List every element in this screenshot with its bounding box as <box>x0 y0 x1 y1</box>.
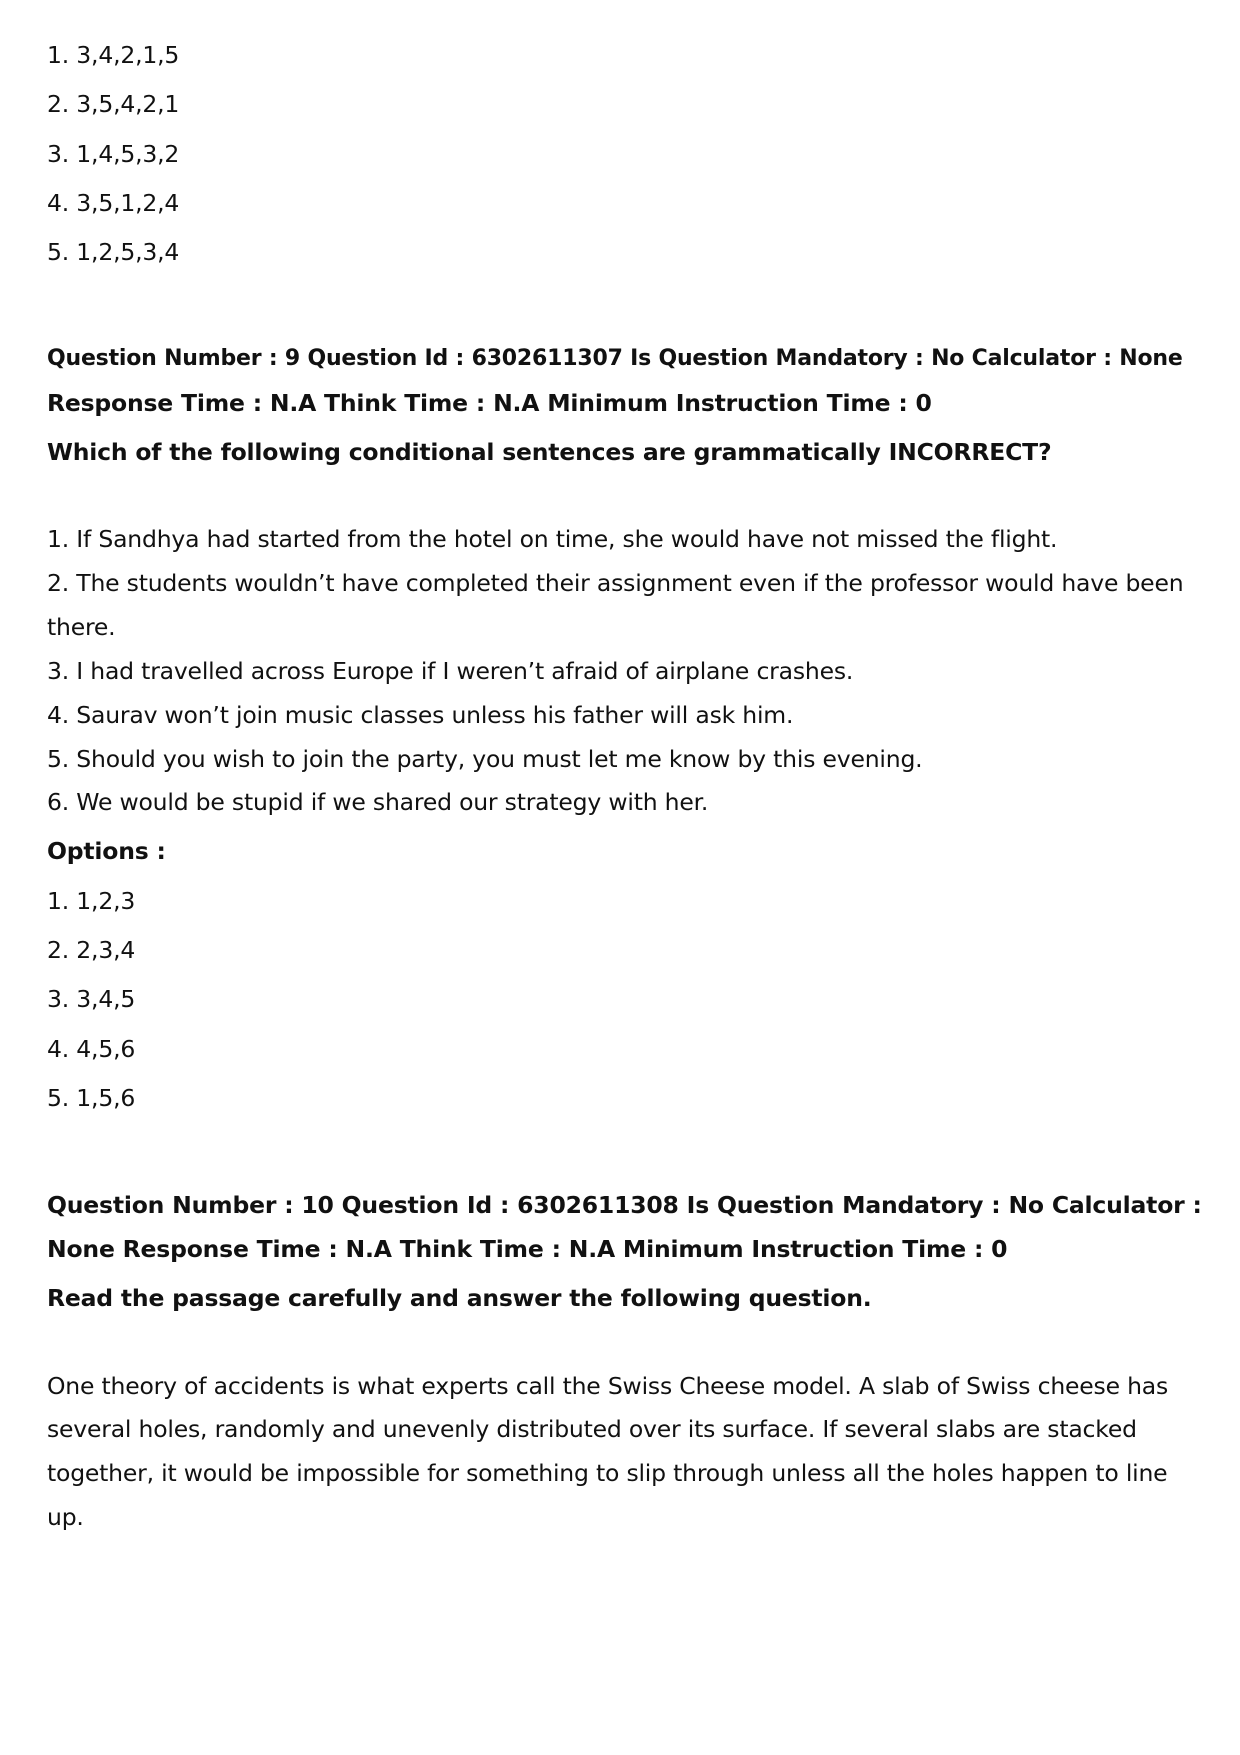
prev-option-2: 2. 3,5,4,2,1 <box>47 90 180 118</box>
q9-options-label: Options : <box>47 837 166 865</box>
q9-sentence-2: 2. The students wouldn’t have completed their assignment even if the professor would have been <box>47 569 1184 597</box>
q10-passage-line-3: together, it would be impossible for something to slip through unless all the holes happen to line <box>47 1459 1168 1487</box>
q9-sentence-3: 3. I had travelled across Europe if I weren’t afraid of airplane crashes. <box>47 657 854 685</box>
prev-option-1: 1. 3,4,2,1,5 <box>47 41 180 69</box>
q10-passage-line-2: several holes, randomly and unevenly distributed over its surface. If several slabs are stacked <box>47 1415 1137 1443</box>
q9-option-4: 4. 4,5,6 <box>47 1035 136 1063</box>
prev-option-4: 4. 3,5,1,2,4 <box>47 189 180 217</box>
q10-prompt: Read the passage carefully and answer the following question. <box>47 1284 872 1312</box>
q9-sentence-4: 4. Saurav won’t join music classes unless his father will ask him. <box>47 701 794 729</box>
prev-option-3: 3. 1,4,5,3,2 <box>47 140 180 168</box>
q9-option-2: 2. 2,3,4 <box>47 936 136 964</box>
q9-header-line1: Question Number : 9 Question Id : 6302611307 Is Question Mandatory : No Calculator : None <box>47 346 1183 371</box>
q9-prompt: Which of the following conditional sentences are grammatically INCORRECT? <box>47 438 1052 466</box>
q9-sentence-5: 5. Should you wish to join the party, you must let me know by this evening. <box>47 745 923 773</box>
q9-sentence-6: 6. We would be stupid if we shared our strategy with her. <box>47 788 709 816</box>
prev-option-5: 5. 1,2,5,3,4 <box>47 238 180 266</box>
q9-sentence-1: 1. If Sandhya had started from the hotel on time, she would have not missed the flight. <box>47 525 1058 553</box>
q9-option-5: 5. 1,5,6 <box>47 1084 136 1112</box>
q10-passage-line-4: up. <box>47 1503 84 1531</box>
q9-option-3: 3. 3,4,5 <box>47 985 136 1013</box>
q10-header-line2: None Response Time : N.A Think Time : N.A Minimum Instruction Time : 0 <box>47 1235 1008 1263</box>
q9-sentence-2-cont: there. <box>47 613 116 641</box>
q10-passage-line-1: One theory of accidents is what experts call the Swiss Cheese model. A slab of Swiss cheese has <box>47 1372 1169 1400</box>
q10-header-line1: Question Number : 10 Question Id : 6302611308 Is Question Mandatory : No Calculator : <box>47 1191 1202 1219</box>
q9-header-line2: Response Time : N.A Think Time : N.A Minimum Instruction Time : 0 <box>47 389 932 417</box>
q9-option-1: 1. 1,2,3 <box>47 887 136 915</box>
